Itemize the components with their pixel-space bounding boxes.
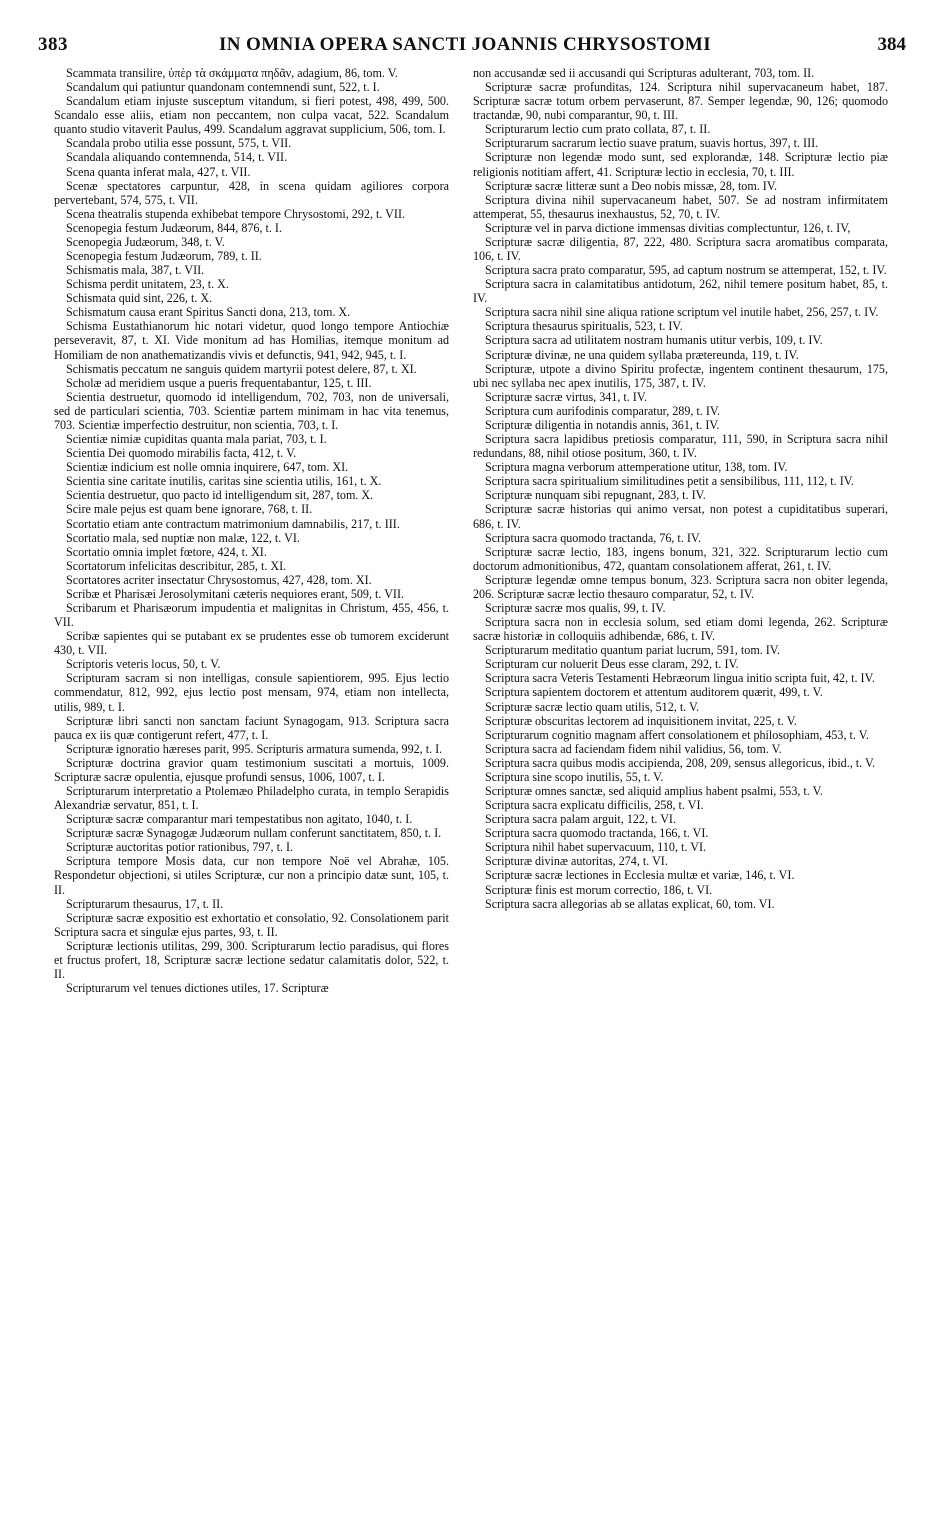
index-entry: Scribæ et Pharisæi Jerosolymitani cæteris nequiores erant, 509, t. VII. <box>66 586 405 601</box>
index-entry: Scriptura tempore Mosis data, cur non tempore Noë vel Abrahæ, 105. Respondetur objectioni, si utiles Scripturæ, cur non a principio datæ sunt, 105, t. II. <box>54 854 449 897</box>
index-entry: Scripturæ sacræ lectio, 183, ingens bonum, 321, 322. Scripturarum lectio cum doctorum admonitionibus, 472, quantam consolationem afferat, 261, t. IV. <box>473 544 888 573</box>
index-entry: Scriptura sacra ad faciendam fidem nihil validius, 56, tom. V. <box>485 741 782 756</box>
index-entry: Scientia destruetur, quo pacto id intelligendum sit, 287, tom. X. <box>66 488 374 503</box>
index-entry: Scholæ ad meridiem usque a pueris frequentabantur, 125, t. III. <box>66 375 372 390</box>
index-entry: Scripturæ sacræ comparantur mari tempestatibus non agitato, 1040, t. I. <box>66 812 413 827</box>
index-entry: Scandalum qui patiuntur quandonam contemnendi sunt, 522, t. I. <box>66 80 380 95</box>
index-entry: Scriptura sacra spiritualium similitudines petit a sensibilibus, 111, 112, t. IV. <box>485 474 854 489</box>
index-entry: Schismata quid sint, 226, t. X. <box>66 291 213 306</box>
index-entry: Scriptura sacra lapidibus pretiosis comparatur, 111, 590, in Scriptura sacra nihil redundans, 88, nihil otiose positum, 360, t. IV. <box>473 432 888 461</box>
index-entry: Scriptura sacra prato comparatur, 595, ad captum nostrum se attemperat, 152, t. IV. <box>485 263 887 278</box>
index-entry: Scripturæ sacræ lectiones in Ecclesia multæ et variæ, 146, t. VI. <box>485 868 795 883</box>
index-entry: Scripturarum thesaurus, 17, t. II. <box>66 896 224 911</box>
index-entry: Scripturæ vel in parva dictione immensas divitias complectuntur, 126, t. IV, <box>485 220 851 235</box>
index-entry: Scripturam cur noluerit Deus esse claram, 292, t. IV. <box>485 657 739 672</box>
index-entry: Scena quanta inferat mala, 427, t. VII. <box>66 164 251 179</box>
index-entry: Scriptura cum aurifodinis comparatur, 289, t. IV. <box>485 403 721 418</box>
page-number-right: 384 <box>877 34 906 55</box>
index-entry: Scripturæ finis est morum correctio, 186, t. VI. <box>485 882 713 897</box>
index-entry: Scripturæ non legendæ modo sunt, sed explorandæ, 148. Scripturæ lectio piæ religionis notitiam affert, 41. Scripturæ lectio in ecclesia, 70, t. III. <box>473 150 888 179</box>
index-entry: Scientia destruetur, quomodo id intelligendum, 702, 703, non de universali, sed de particulari scientia, 703. Scientiæ partem minimam in hac vita tenemus, 703. Scientiæ imperfectio destruitur, non scientia, 703, t. I. <box>54 389 449 432</box>
index-entry: Scripturæ sacræ expositio est exhortatio et consolatio, 92. Consolationem parit Scriptura sacra et singulæ ejus partes, 93, t. II. <box>54 910 449 939</box>
index-entry: Scriptura sacra quomodo tractanda, 166, t. VI. <box>485 826 709 841</box>
index-entry: Scriptura sacra quomodo tractanda, 76, t. IV. <box>485 530 702 545</box>
index-entry: Scripturarum sacrarum lectio suave pratum, suavis hortus, 397, t. III. <box>485 136 819 151</box>
index-entry: Scribarum et Pharisæorum impudentia et malignitas in Christum, 455, 456, t. VII. <box>54 600 449 630</box>
index-entry: Scandala aliquando contemnenda, 514, t. VII. <box>66 150 288 165</box>
index-entry: Scripturæ libri sancti non sanctam faciunt Synagogam, 913. Scriptura sacra pauca ex iis quæ contigerunt refert, 477, t. I. <box>54 713 449 742</box>
index-entry: Scriptura sacra Veteris Testamenti Hebræorum lingua initio scripta fuit, 42, t. IV. <box>485 671 875 686</box>
index-entry: Scripturæ auctoritas potior rationibus, 797, t. I. <box>66 840 294 855</box>
running-header <box>30 34 906 60</box>
index-entry: Scriptura nihil habet supervacuum, 110, t. VI. <box>485 840 706 855</box>
index-entry: Schisma Eustathianorum hic notari videtur, quod longo tempore Antiochiæ perseveravit, 87, t. XI. Vide monitum ad has Homilias, itemque monitum ad Homiliam de non anathematizandis vivis et defunctis, 941, 942, 945, t. I. <box>54 319 449 362</box>
index-entry: Schisma perdit unitatem, 23, t. X. <box>66 277 229 292</box>
index-entry: Scripturæ nunquam sibi repugnant, 283, t. IV. <box>485 488 706 503</box>
index-entry: Scripturæ sacræ mos qualis, 99, t. IV. <box>485 600 666 615</box>
index-entry: Scientiæ nimiæ cupiditas quanta mala pariat, 703, t. I. <box>66 432 327 447</box>
index-entry: Scriptura divina nihil supervacaneum habet, 507. Se ad nostram infirmitatem attemperat, 55, thesaurus inexhaustus, 52, 70, t. IV. <box>473 192 888 221</box>
index-entry: Scriptura sacra ad utilitatem nostram humanis utitur verbis, 109, t. IV. <box>485 333 823 348</box>
index-entry: Scripturam sacram si non intelligas, consule sapientiorem, 995. Ejus lectio commendatur, 812, 992, ejus lectio post mensam, 974, etiam non intellecta, utilis, 989, t. I. <box>54 671 449 714</box>
index-entry: Scortatio omnia implet fœtore, 424, t. XI. <box>66 544 267 559</box>
index-entry: Scena theatralis stupenda exhibebat tempore Chrysostomi, 292, t. VII. <box>66 206 405 221</box>
index-entry: Scire male pejus est quam bene ignorare, 768, t. II. <box>66 502 313 517</box>
index-entry: Scripturæ sacræ historias qui animo versat, non potest a cupiditatibus superari, 686, t. IV. <box>473 502 888 531</box>
index-entry: Scriptura thesaurus spiritualis, 523, t. IV. <box>485 319 683 334</box>
index-entry: Schismatum causa erant Spiritus Sancti dona, 213, tom. X. <box>66 305 351 320</box>
index-entry: Scriptura sine scopo inutilis, 55, t. V. <box>485 769 664 784</box>
index-entry: Scriptura sacra quibus modis accipienda, 208, 209, sensus allegoricus, ibid., t. V. <box>485 755 876 770</box>
index-entry: Scripturæ doctrina gravior quam testimonium suscitati a mortuis, 1009. Scripturæ sacræ opulentia, ejusque profundi sensus, 1006, 1007, t. I. <box>54 755 449 784</box>
index-entry: Scriptura sacra explicatu difficilis, 258, t. VI. <box>485 798 704 813</box>
index-entry: Scientia Dei quomodo mirabilis facta, 412, t. V. <box>66 446 297 461</box>
index-entry: Scripturæ omnes sanctæ, sed aliquid amplius habent psalmi, 553, t. V. <box>485 783 823 798</box>
index-entry: Scammata transilire, ὑπὲρ τὰ σκάμματα πηδᾶν, adagium, 86, tom. V. <box>66 66 398 80</box>
index-entry: Scripturarum interpretatio a Ptolemæo Philadelpho curata, in templo Serapidis Alexandriæ servatur, 851, t. I. <box>54 783 449 813</box>
index-entry: Scriptoris veteris locus, 50, t. V. <box>66 657 221 672</box>
index-entry: Scenopegia Judæorum, 348, t. V. <box>66 234 225 249</box>
index-entry: Scenopegia festum Judæorum, 789, t. II. <box>66 249 262 264</box>
index-entry: Scriptura magna verborum attemperatione utitur, 138, tom. IV. <box>485 460 788 475</box>
index-entry: Scripturarum cognitio magnam affert consolationem et philosophiam, 453, t. V. <box>485 727 869 742</box>
index-entry: Scripturæ, utpote a divino Spiritu profectæ, ingentem continent thesaurum, 175, ubi nec syllaba nec apex inutilis, 175, 387, t. IV. <box>473 361 888 390</box>
index-entry: Scripturæ ignoratio hæreses parit, 995. Scripturis armatura sumenda, 992, t. I. <box>66 741 443 756</box>
index-entry: Scripturarum lectio cum prato collata, 87, t. II. <box>485 122 711 137</box>
index-entry: Scortatorum infelicitas describitur, 285, t. XI. <box>66 558 287 573</box>
index-entry: Scientiæ indicium est nolle omnia inquirere, 647, tom. XI. <box>66 460 349 475</box>
index-entry: Scriptura sacra non in ecclesia solum, sed etiam domi legenda, 262. Scripturæ sacræ historiæ in colloquiis adhibendæ, 686, t. IV. <box>473 615 888 644</box>
index-entry: Scribæ sapientes qui se putabant ex se prudentes esse ob tumorem exciderunt 430, t. VII. <box>54 629 449 658</box>
index-entry: non accusandæ sed ii accusandi qui Scripturas adulterant, 703, tom. II. <box>473 66 815 80</box>
index-entry: Schismatis mala, 387, t. VII. <box>66 263 205 278</box>
index-entry: Scripturæ diligentia in notandis annis, 361, t. IV. <box>485 417 720 432</box>
index-entry: Schismatis peccatum ne sanguis quidem martyrii potest delere, 87, t. XI. <box>66 361 417 376</box>
index-entry: Scripturæ sacræ Synagogæ Judæorum nullam conferunt sanctitatem, 850, t. I. <box>66 826 442 841</box>
index-entry: Scriptura sacra allegorias ab se allatas explicat, 60, tom. VI. <box>485 896 775 911</box>
index-entry: Scriptura sacra in calamitatibus antidotum, 262, nihil temere positum habet, 85, t. IV. <box>473 277 888 306</box>
index-entry: Scenopegia festum Judæorum, 844, 876, t. I. <box>66 220 282 235</box>
index-entry: Scripturæ sacræ virtus, 341, t. IV. <box>485 389 648 404</box>
index-entry: Scripturæ divinæ autoritas, 274, t. VI. <box>485 854 668 869</box>
index-entry: Scripturæ sacræ profunditas, 124. Scriptura nihil supervacaneum habet, 187. Scripturæ sacræ totum orbem pervaserunt, 87. Semper legendæ, 90, 126; quomodo tractandæ, 90, nubi comparantur, 90, t. III. <box>473 80 888 123</box>
index-entry: Scandala probo utilia esse possunt, 575, t. VII. <box>66 136 292 151</box>
index-entry: Scandalum etiam injuste susceptum vitandum, si fieri potest, 498, 499, 500. Scandalo esse aliis, etiam non peccantem, non culpa vacat, 522. Scandalum quanto studio vitaverit Paulus, 499. Scandalum aggravat supplicium, 506, tom. I. <box>54 94 449 137</box>
index-entry: Scriptura sapientem doctorem et attentum auditorem quærit, 499, t. V. <box>485 685 823 700</box>
index-entry: Scripturæ sacræ diligentia, 87, 222, 480. Scriptura sacra aromatibus comparata, 106, t. IV. <box>473 234 888 264</box>
index-entry: Scriptura sacra palam arguit, 122, t. VI. <box>485 812 676 827</box>
index-entry: Scripturæ legendæ omne tempus bonum, 323. Scriptura sacra non obiter legenda, 206. Scripturæ sacræ lectio thesauro comparatur, 52, t. IV. <box>473 572 888 601</box>
index-column-left <box>54 66 449 1480</box>
index-entry: Scortatores acriter insectatur Chrysostomus, 427, 428, tom. XI. <box>66 572 372 587</box>
index-entry: Scortatio etiam ante contractum matrimonium damnabilis, 217, t. III. <box>66 516 400 531</box>
index-entry: Scripturarum meditatio quantum pariat lucrum, 591, tom. IV. <box>485 643 781 658</box>
index-entry: Scientia sine caritate inutilis, caritas sine scientia utilis, 161, t. X. <box>66 474 382 489</box>
index-entry: Scortatio mala, sed nuptiæ non malæ, 122, t. VI. <box>66 530 300 545</box>
page-number-left: 383 <box>38 34 68 55</box>
index-entry: Scripturæ sacræ lectio quam utilis, 512, t. V. <box>485 699 700 714</box>
index-entry: Scripturarum vel tenues dictiones utiles, 17. Scripturæ <box>66 981 329 996</box>
index-entry: Scripturæ divinæ, ne una quidem syllaba prætereunda, 119, t. IV. <box>485 347 799 362</box>
index-entry: Scriptura sacra nihil sine aliqua ratione scriptum vel inutile habet, 256, 257, t. IV. <box>485 305 879 320</box>
index-column-right <box>473 66 888 1470</box>
index-entry: Scripturæ lectionis utilitas, 299, 300. Scripturarum lectio paradisus, qui flores et fructus profert, 18, Scripturæ sacræ lectione sedatur calamitatis dolor, 522, t. II. <box>54 938 449 981</box>
index-entry: Scripturæ sacræ litteræ sunt a Deo nobis missæ, 28, tom. IV. <box>485 178 778 193</box>
running-title: IN OMNIA OPERA SANCTI JOANNIS CHRYSOSTOMI <box>218 34 712 55</box>
index-entry: Scripturæ obscuritas lectorem ad inquisitionem invitat, 225, t. V. <box>485 713 797 728</box>
index-entry: Scenæ spectatores carpuntur, 428, in scena quidam agiliores corpora pervertebant, 574, 575, t. VII. <box>54 178 449 207</box>
